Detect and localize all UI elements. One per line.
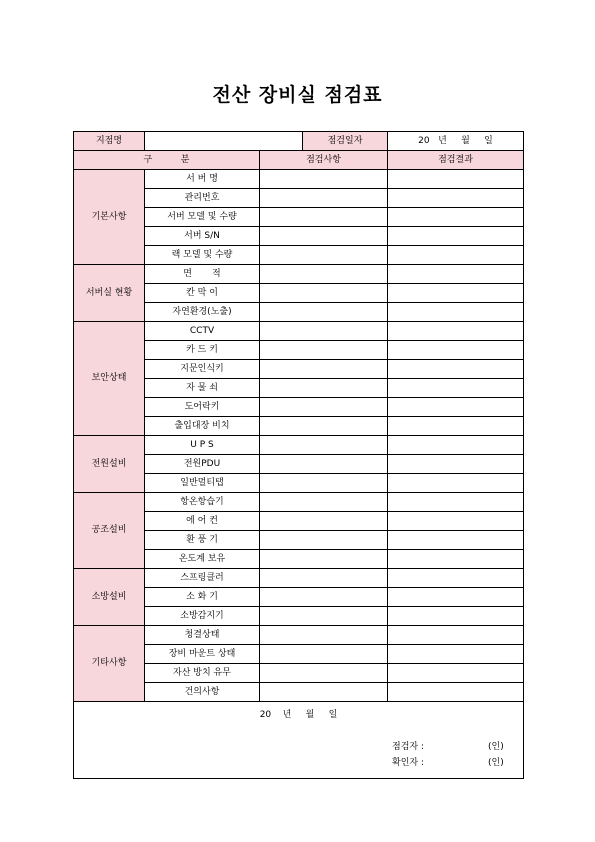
inspection-note-cell[interactable] [260,265,388,284]
inspection-result-cell[interactable] [388,664,524,683]
column-header-row [74,151,524,170]
table-row [74,322,524,341]
inspection-result-cell[interactable] [388,645,524,664]
item-label: 장비 마운트 상태 [145,645,260,664]
inspection-note-cell[interactable] [260,436,388,455]
inspection-note-cell[interactable] [260,493,388,512]
inspection-note-cell[interactable] [260,360,388,379]
group-label: 서버실 현황 [74,265,145,322]
table-row [74,265,524,284]
branch-field[interactable] [145,132,303,151]
inspection-result-cell[interactable] [388,360,524,379]
signature-area [74,702,524,779]
inspection-result-cell[interactable] [388,550,524,569]
inspection-result-cell[interactable] [388,436,524,455]
item-label: 관리번호 [145,189,260,208]
item-label: 랙 모델 및 수량 [145,246,260,265]
table-row [74,493,524,512]
inspector-label: 점검자 : [392,742,424,752]
footer-row [74,702,524,779]
inspection-note-cell[interactable] [260,455,388,474]
inspection-note-cell[interactable] [260,569,388,588]
inspection-result-cell[interactable] [388,227,524,246]
branch-label: 지점명 [74,132,145,151]
inspection-note-cell[interactable] [260,246,388,265]
inspection-note-cell[interactable] [260,588,388,607]
inspection-result-cell[interactable] [388,417,524,436]
inspection-note-cell[interactable] [260,170,388,189]
inspection-result-cell[interactable] [388,303,524,322]
group-label: 보안상태 [74,322,145,436]
item-label: 출입대장 비치 [145,417,260,436]
item-label: 칸 막 이 [145,284,260,303]
inspection-note-cell[interactable] [260,379,388,398]
inspection-note-cell[interactable] [260,227,388,246]
item-label: 소 화 기 [145,588,260,607]
item-label: 소방감지기 [145,607,260,626]
inspection-date-label: 점검일자 [303,132,388,151]
inspection-note-cell[interactable] [260,341,388,360]
item-label: 면 적 [145,265,260,284]
item-label: 스프링클러 [145,569,260,588]
inspection-note-cell[interactable] [260,550,388,569]
item-label: 서버 모델 및 수량 [145,208,260,227]
inspection-result-cell[interactable] [388,341,524,360]
table-row [74,436,524,455]
inspection-result-cell[interactable] [388,474,524,493]
inspection-note-cell[interactable] [260,189,388,208]
inspection-result-cell[interactable] [388,170,524,189]
inspection-result-cell[interactable] [388,398,524,417]
confirmer-label: 확인자 : [392,758,424,768]
inspection-result-cell[interactable] [388,379,524,398]
inspector-seal: (인) [488,742,504,752]
inspection-result-cell[interactable] [388,626,524,645]
inspection-result-cell[interactable] [388,588,524,607]
item-label: 도어락키 [145,398,260,417]
item-label: 청결상태 [145,626,260,645]
inspection-note-cell[interactable] [260,474,388,493]
inspection-note-cell[interactable] [260,417,388,436]
item-label: 온도계 보유 [145,550,260,569]
inspection-result-cell[interactable] [388,208,524,227]
inspection-note-cell[interactable] [260,683,388,702]
inspection-result-cell[interactable] [388,322,524,341]
inspection-note-cell[interactable] [260,607,388,626]
inspection-result-cell[interactable] [388,607,524,626]
group-label: 기본사항 [74,170,145,265]
item-label: 건의사항 [145,683,260,702]
inspection-note-cell[interactable] [260,322,388,341]
item-label: 일반멀티탭 [145,474,260,493]
item-label: 자산 방치 유무 [145,664,260,683]
inspection-note-cell[interactable] [260,626,388,645]
item-label: CCTV [145,322,260,341]
item-label: 서버 S/N [145,227,260,246]
inspection-note-cell[interactable] [260,208,388,227]
group-label: 공조설비 [74,493,145,569]
inspection-result-cell[interactable] [388,189,524,208]
inspection-result-cell[interactable] [388,493,524,512]
column-header-results: 점검결과 [388,151,524,170]
inspection-note-cell[interactable] [260,645,388,664]
item-label: 자연환경(노출) [145,303,260,322]
inspection-table [73,131,524,779]
page-title: 전산 장비실 점검표 [212,84,383,106]
group-label: 기타사항 [74,626,145,702]
item-label: 에 어 컨 [145,512,260,531]
inspection-date-field[interactable]: 20 년 월 일 [388,132,524,151]
inspection-note-cell[interactable] [260,284,388,303]
confirmer-seal: (인) [488,758,504,768]
inspection-note-cell[interactable] [260,303,388,322]
inspection-result-cell[interactable] [388,512,524,531]
item-label: 항온항습기 [145,493,260,512]
column-header-items: 점검사항 [260,151,388,170]
group-label: 전원설비 [74,436,145,493]
table-row [74,626,524,645]
inspection-note-cell[interactable] [260,512,388,531]
footer-date: 20 년 월 일 [259,710,338,720]
column-header-category: 구 분 [74,151,260,170]
group-label: 소방설비 [74,569,145,626]
inspection-result-cell[interactable] [388,284,524,303]
item-label: 카 드 키 [145,341,260,360]
inspection-result-cell[interactable] [388,531,524,550]
inspection-note-cell[interactable] [260,398,388,417]
inspection-note-cell[interactable] [260,664,388,683]
inspection-result-cell[interactable] [388,246,524,265]
item-label: 지문인식키 [145,360,260,379]
table-row [74,569,524,588]
header-row [74,132,524,151]
table-row [74,170,524,189]
item-label: 자 물 쇠 [145,379,260,398]
inspection-note-cell[interactable] [260,531,388,550]
inspection-result-cell[interactable] [388,455,524,474]
item-label: 서 버 명 [145,170,260,189]
inspection-result-cell[interactable] [388,683,524,702]
inspection-result-cell[interactable] [388,265,524,284]
inspection-result-cell[interactable] [388,569,524,588]
item-label: U P S [145,436,260,455]
item-label: 전원PDU [145,455,260,474]
item-label: 환 풍 기 [145,531,260,550]
